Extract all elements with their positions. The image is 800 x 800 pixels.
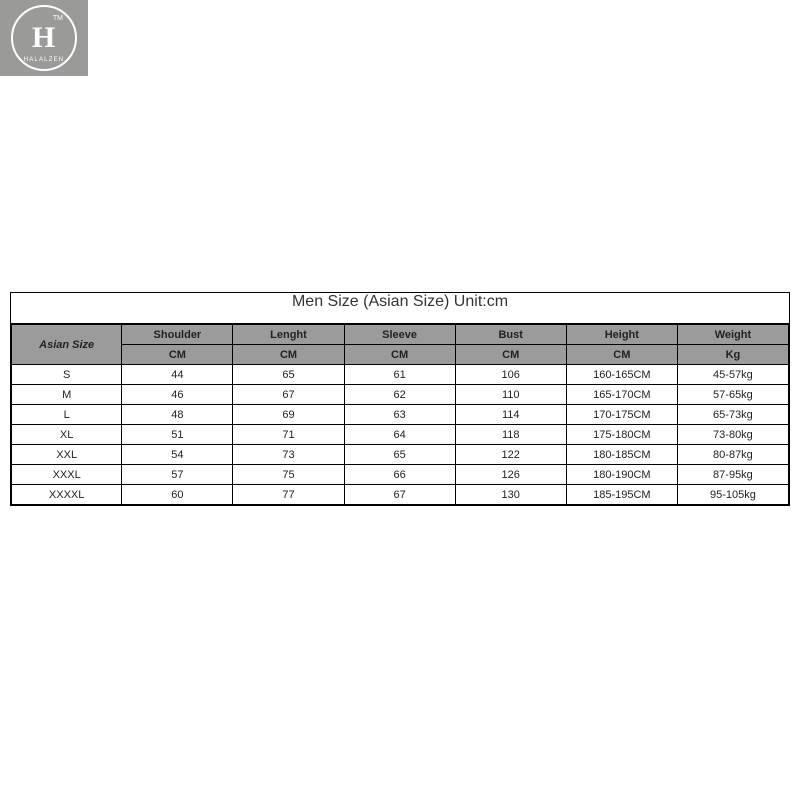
cell-bust: 106 bbox=[455, 365, 566, 385]
table-row bbox=[12, 405, 789, 425]
unit-header-weight: Kg bbox=[677, 345, 788, 365]
cell-length: 73 bbox=[233, 445, 344, 465]
table-row bbox=[12, 385, 789, 405]
brand-name: HALALZEN bbox=[23, 57, 65, 63]
logo-letter: H bbox=[31, 21, 57, 54]
cell-length: 75 bbox=[233, 465, 344, 485]
table-row bbox=[12, 485, 789, 505]
corner-header: Asian Size bbox=[12, 325, 122, 365]
logo-circle bbox=[11, 5, 77, 71]
cell-bust: 126 bbox=[455, 465, 566, 485]
column-header-height: Height bbox=[566, 325, 677, 345]
cell-shoulder: 48 bbox=[122, 405, 233, 425]
cell-size: L bbox=[12, 405, 122, 425]
cell-size: XXXXL bbox=[12, 485, 122, 505]
cell-size: M bbox=[12, 385, 122, 405]
cell-bust: 122 bbox=[455, 445, 566, 465]
table-row bbox=[12, 365, 789, 385]
cell-weight: 73-80kg bbox=[677, 425, 788, 445]
header-row-labels bbox=[12, 325, 789, 345]
cell-bust: 114 bbox=[455, 405, 566, 425]
table-body bbox=[12, 365, 789, 505]
cell-bust: 110 bbox=[455, 385, 566, 405]
cell-weight: 45-57kg bbox=[677, 365, 788, 385]
cell-sleeve: 66 bbox=[344, 465, 455, 485]
cell-weight: 87-95kg bbox=[677, 465, 788, 485]
cell-sleeve: 63 bbox=[344, 405, 455, 425]
unit-header-length: CM bbox=[233, 345, 344, 365]
cell-shoulder: 44 bbox=[122, 365, 233, 385]
table-row bbox=[12, 425, 789, 445]
cell-bust: 118 bbox=[455, 425, 566, 445]
cell-length: 77 bbox=[233, 485, 344, 505]
cell-shoulder: 51 bbox=[122, 425, 233, 445]
cell-weight: 57-65kg bbox=[677, 385, 788, 405]
cell-shoulder: 57 bbox=[122, 465, 233, 485]
cell-sleeve: 61 bbox=[344, 365, 455, 385]
cell-sleeve: 64 bbox=[344, 425, 455, 445]
unit-header-shoulder: CM bbox=[122, 345, 233, 365]
brand-logo bbox=[0, 0, 88, 76]
column-header-length: Lenght bbox=[233, 325, 344, 345]
cell-length: 65 bbox=[233, 365, 344, 385]
unit-header-height: CM bbox=[566, 345, 677, 365]
cell-length: 71 bbox=[233, 425, 344, 445]
cell-height: 180-185CM bbox=[566, 445, 677, 465]
cell-height: 165-170CM bbox=[566, 385, 677, 405]
cell-sleeve: 67 bbox=[344, 485, 455, 505]
cell-size: XL bbox=[12, 425, 122, 445]
header-row-units bbox=[12, 345, 789, 365]
unit-header-sleeve: CM bbox=[344, 345, 455, 365]
cell-size: XXXL bbox=[12, 465, 122, 485]
chart-title: Men Size (Asian Size) Unit:cm bbox=[11, 293, 789, 324]
cell-weight: 95-105kg bbox=[677, 485, 788, 505]
cell-height: 170-175CM bbox=[566, 405, 677, 425]
cell-bust: 130 bbox=[455, 485, 566, 505]
cell-weight: 65-73kg bbox=[677, 405, 788, 425]
cell-size: S bbox=[12, 365, 122, 385]
cell-weight: 80-87kg bbox=[677, 445, 788, 465]
table-row bbox=[12, 465, 789, 485]
cell-sleeve: 62 bbox=[344, 385, 455, 405]
cell-height: 185-195CM bbox=[566, 485, 677, 505]
cell-shoulder: 46 bbox=[122, 385, 233, 405]
cell-height: 180-190CM bbox=[566, 465, 677, 485]
cell-length: 67 bbox=[233, 385, 344, 405]
cell-length: 69 bbox=[233, 405, 344, 425]
cell-shoulder: 60 bbox=[122, 485, 233, 505]
trademark-icon: TM bbox=[52, 15, 63, 22]
size-table bbox=[11, 324, 789, 505]
cell-size: XXL bbox=[12, 445, 122, 465]
cell-shoulder: 54 bbox=[122, 445, 233, 465]
column-header-weight: Weight bbox=[677, 325, 788, 345]
size-chart bbox=[10, 292, 790, 506]
cell-height: 175-180CM bbox=[566, 425, 677, 445]
cell-height: 160-165CM bbox=[566, 365, 677, 385]
column-header-bust: Bust bbox=[455, 325, 566, 345]
table-row bbox=[12, 445, 789, 465]
column-header-sleeve: Sleeve bbox=[344, 325, 455, 345]
table-header bbox=[12, 325, 789, 365]
unit-header-bust: CM bbox=[455, 345, 566, 365]
column-header-shoulder: Shoulder bbox=[122, 325, 233, 345]
cell-sleeve: 65 bbox=[344, 445, 455, 465]
